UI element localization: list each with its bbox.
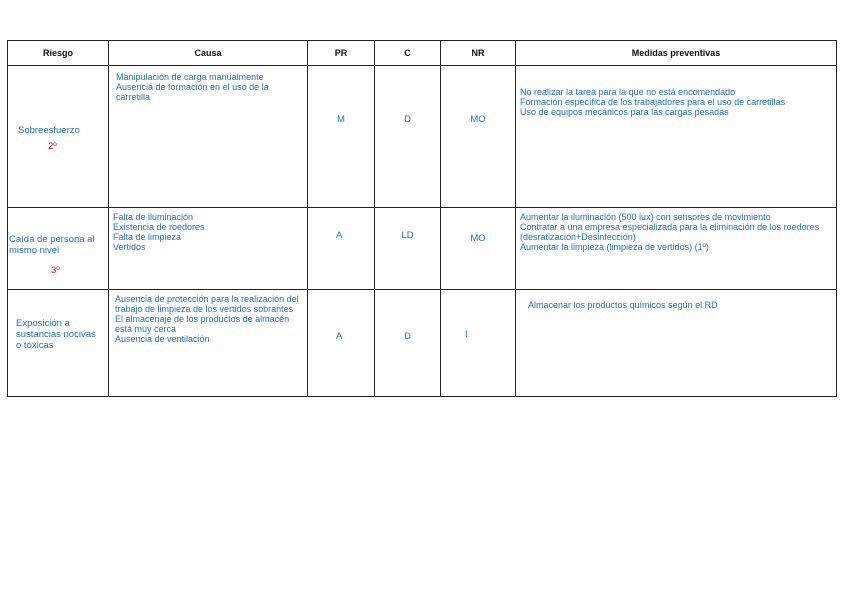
medidas-list [516, 290, 836, 310]
header-causa: Causa [109, 41, 308, 66]
nr-value: MO [470, 114, 486, 125]
causa-item: Falta de limpieza [113, 232, 182, 242]
nr-cell [441, 290, 516, 397]
riesgo-cell [8, 290, 109, 397]
causa-list [109, 208, 307, 252]
riesgo-cell [8, 66, 109, 208]
causa-item: Ausencia de formación en el uso de la carretilla [116, 82, 269, 102]
header-c: C [375, 41, 441, 66]
c-cell [375, 208, 441, 290]
pr-cell [308, 208, 375, 290]
risk-assessment-table [7, 40, 837, 397]
c-value: LD [401, 230, 414, 241]
causa-list [109, 290, 307, 344]
header-nr: NR [441, 41, 516, 66]
table-row [8, 208, 837, 290]
medida-item: Uso de equipos mecánicos para las cargas pesadas [520, 107, 729, 117]
causa-item: Existencia de roedores [113, 222, 205, 232]
nr-value: I [465, 329, 468, 340]
medidas-list [516, 208, 836, 252]
header-medidas: Medidas preventivas [516, 41, 837, 66]
causa-cell [109, 66, 308, 208]
c-value: D [404, 114, 411, 125]
causa-item: El almacenaje de los productos de almacén está muy cerca [115, 314, 290, 334]
medida-item: Aumentar la limpieza (limpieza de vertidos) (1º) [520, 242, 709, 252]
medida-item: No realizar la tarea para la que no está encomendado [520, 87, 736, 97]
pr-value: M [337, 114, 345, 125]
header-row [8, 41, 837, 66]
nr-value: MO [470, 233, 486, 244]
causa-item: Vertidos [113, 242, 146, 252]
medidas-cell [516, 66, 837, 208]
pr-cell [308, 66, 375, 208]
riesgo-label: Caída de persona al mismo nivel [9, 234, 95, 256]
table-row [8, 290, 837, 397]
c-value: D [404, 331, 411, 342]
causa-item: Manipulación de carga manualmente [116, 72, 264, 82]
table-row [8, 66, 837, 208]
header-riesgo: Riesgo [8, 41, 109, 66]
causa-item: Ausencia de ventilación [115, 334, 210, 344]
c-cell [375, 66, 441, 208]
medida-item: Aumentar la iluminación (500 lux) con sensores de movimiento [520, 212, 771, 222]
causa-item: Falta de iluminación [113, 212, 194, 222]
riesgo-rank: 2º [48, 141, 57, 152]
causa-list [109, 66, 307, 102]
medidas-cell [516, 208, 837, 290]
medidas-list [516, 66, 836, 117]
riesgo-label: Sobreesfuerzo [18, 125, 80, 136]
causa-cell [109, 290, 308, 397]
medida-item: Contratar a una empresa especializada para la eliminación de los roedores (desratización+Desinfección) [520, 222, 820, 242]
medida-item: Almacenar los productos químicos según el RD [528, 300, 718, 310]
medida-item: Formación específica de los trabajadores para el uso de carretillas [520, 97, 786, 107]
nr-cell [441, 208, 516, 290]
riesgo-rank: 3º [51, 265, 60, 276]
nr-cell [441, 66, 516, 208]
causa-item: Ausencia de protección para la realización del trabajo de limpieza de los vertidos sobrantes [115, 294, 299, 314]
c-cell [375, 290, 441, 397]
pr-value: A [336, 230, 343, 241]
riesgo-cell [8, 208, 109, 290]
medidas-cell [516, 290, 837, 397]
header-pr: PR [308, 41, 375, 66]
pr-cell [308, 290, 375, 397]
pr-value: A [336, 331, 343, 342]
causa-cell [109, 208, 308, 290]
riesgo-label: Exposición a sustancias nocivas o tóxicas [16, 318, 96, 351]
